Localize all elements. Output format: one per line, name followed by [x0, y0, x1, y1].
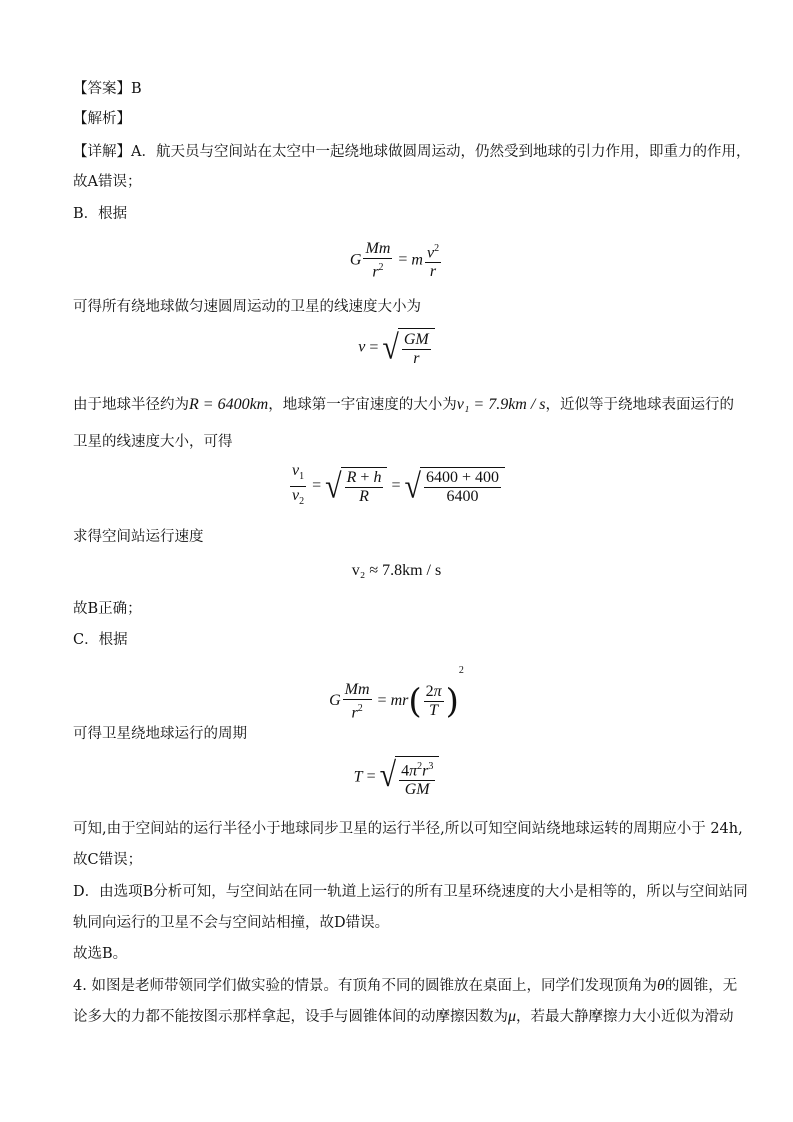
question-4-line-1: [73, 976, 737, 996]
q4-mu: μ: [508, 1008, 517, 1025]
option-b-label: B．根据: [73, 206, 128, 222]
detail-line-2: 故A错误；: [73, 174, 142, 190]
equation-period: T = √ $\frac{4\pi^2r^3}{GM}$: [0, 756, 793, 799]
equation-gravity-period: G $\frac{Mm}{r^2}$ = mr( $\frac{2\pi}{T}$ )$^2$: [329, 665, 464, 722]
text-radius-a: 由于地球半径约为: [73, 397, 189, 413]
text-b-correct: 故B正确；: [73, 601, 142, 617]
q4-line-1-a: 4. 如图是老师带领同学们做实验的情景。有顶角不同的圆锥放在桌面上，同学们发现顶角为: [73, 978, 657, 994]
text-c-line-1: 可知,由于空间站的运行半径小于地球同步卫星的运行半径,所以可知空间站绕地球运转的周期应小于 24h,: [73, 821, 743, 837]
text-find-speed: 求得空间站运行速度: [73, 529, 204, 545]
detail-line-1: 【详解】A．航天员与空间站在太空中一起绕地球做圆周运动，仍然受到地球的引力作用，即重力的作用，: [73, 144, 751, 160]
q4-theta: θ: [656, 977, 665, 994]
q4-line-2-b: ，若最大静摩擦力大小近似为滑动: [516, 1009, 734, 1025]
text-d-line-2: 轨同向运行的卫星不会与空间站相撞，故D错误。: [73, 915, 390, 931]
equation-velocity: v = √ $\frac{GM}{r}$: [0, 328, 793, 368]
equation-velocity-ratio: $\frac{v_1}{v_2}$ = √ $\frac{R + h}{R}$ = √ $\frac{6400 + 400}{6400}$: [0, 462, 793, 511]
text-choose-b: 故选B。: [73, 946, 128, 962]
answer-line: 【答案】B: [73, 81, 142, 97]
q4-line-2-a: 论多大的力都不能按图示那样拿起，设手与圆锥体间的动摩擦因数为: [73, 1009, 508, 1025]
q4-line-1-b: 的圆锥，无: [664, 978, 738, 994]
text-radius-line-1: [73, 395, 734, 415]
analysis-tag: 【解析】: [73, 111, 131, 127]
option-c-label: C．根据: [73, 632, 128, 648]
first-cosmic-velocity: v₁ = 7.9km / s: [456, 396, 546, 413]
text-radius-line-2: 卫星的线速度大小，可得: [73, 434, 233, 450]
text-radius-b: ，地球第一宇宙速度的大小为: [268, 397, 457, 413]
text-radius-c: ，近似等于绕地球表面运行的: [545, 397, 735, 413]
text-velocity-intro: 可得所有绕地球做匀速圆周运动的卫星的线速度大小为: [73, 299, 421, 315]
radius-value: R = 6400km: [189, 396, 269, 413]
text-c-line-2: 故C错误；: [73, 852, 143, 868]
question-4-line-2: [73, 1007, 734, 1027]
equation-result-v2: v₂ ≈ 7.8km / s: [351, 562, 442, 579]
text-period-intro: 可得卫星绕地球运行的周期: [73, 726, 247, 742]
equation-gravity-centripetal: G $\frac{Mm}{r^2}$ = m $\frac{v^2}{r}$: [349, 240, 440, 281]
text-d-line-1: D．由选项B分析可知，与空间站在同一轨道上运行的所有卫星环绕速度的大小是相等的，所以与空间站同: [73, 884, 748, 900]
